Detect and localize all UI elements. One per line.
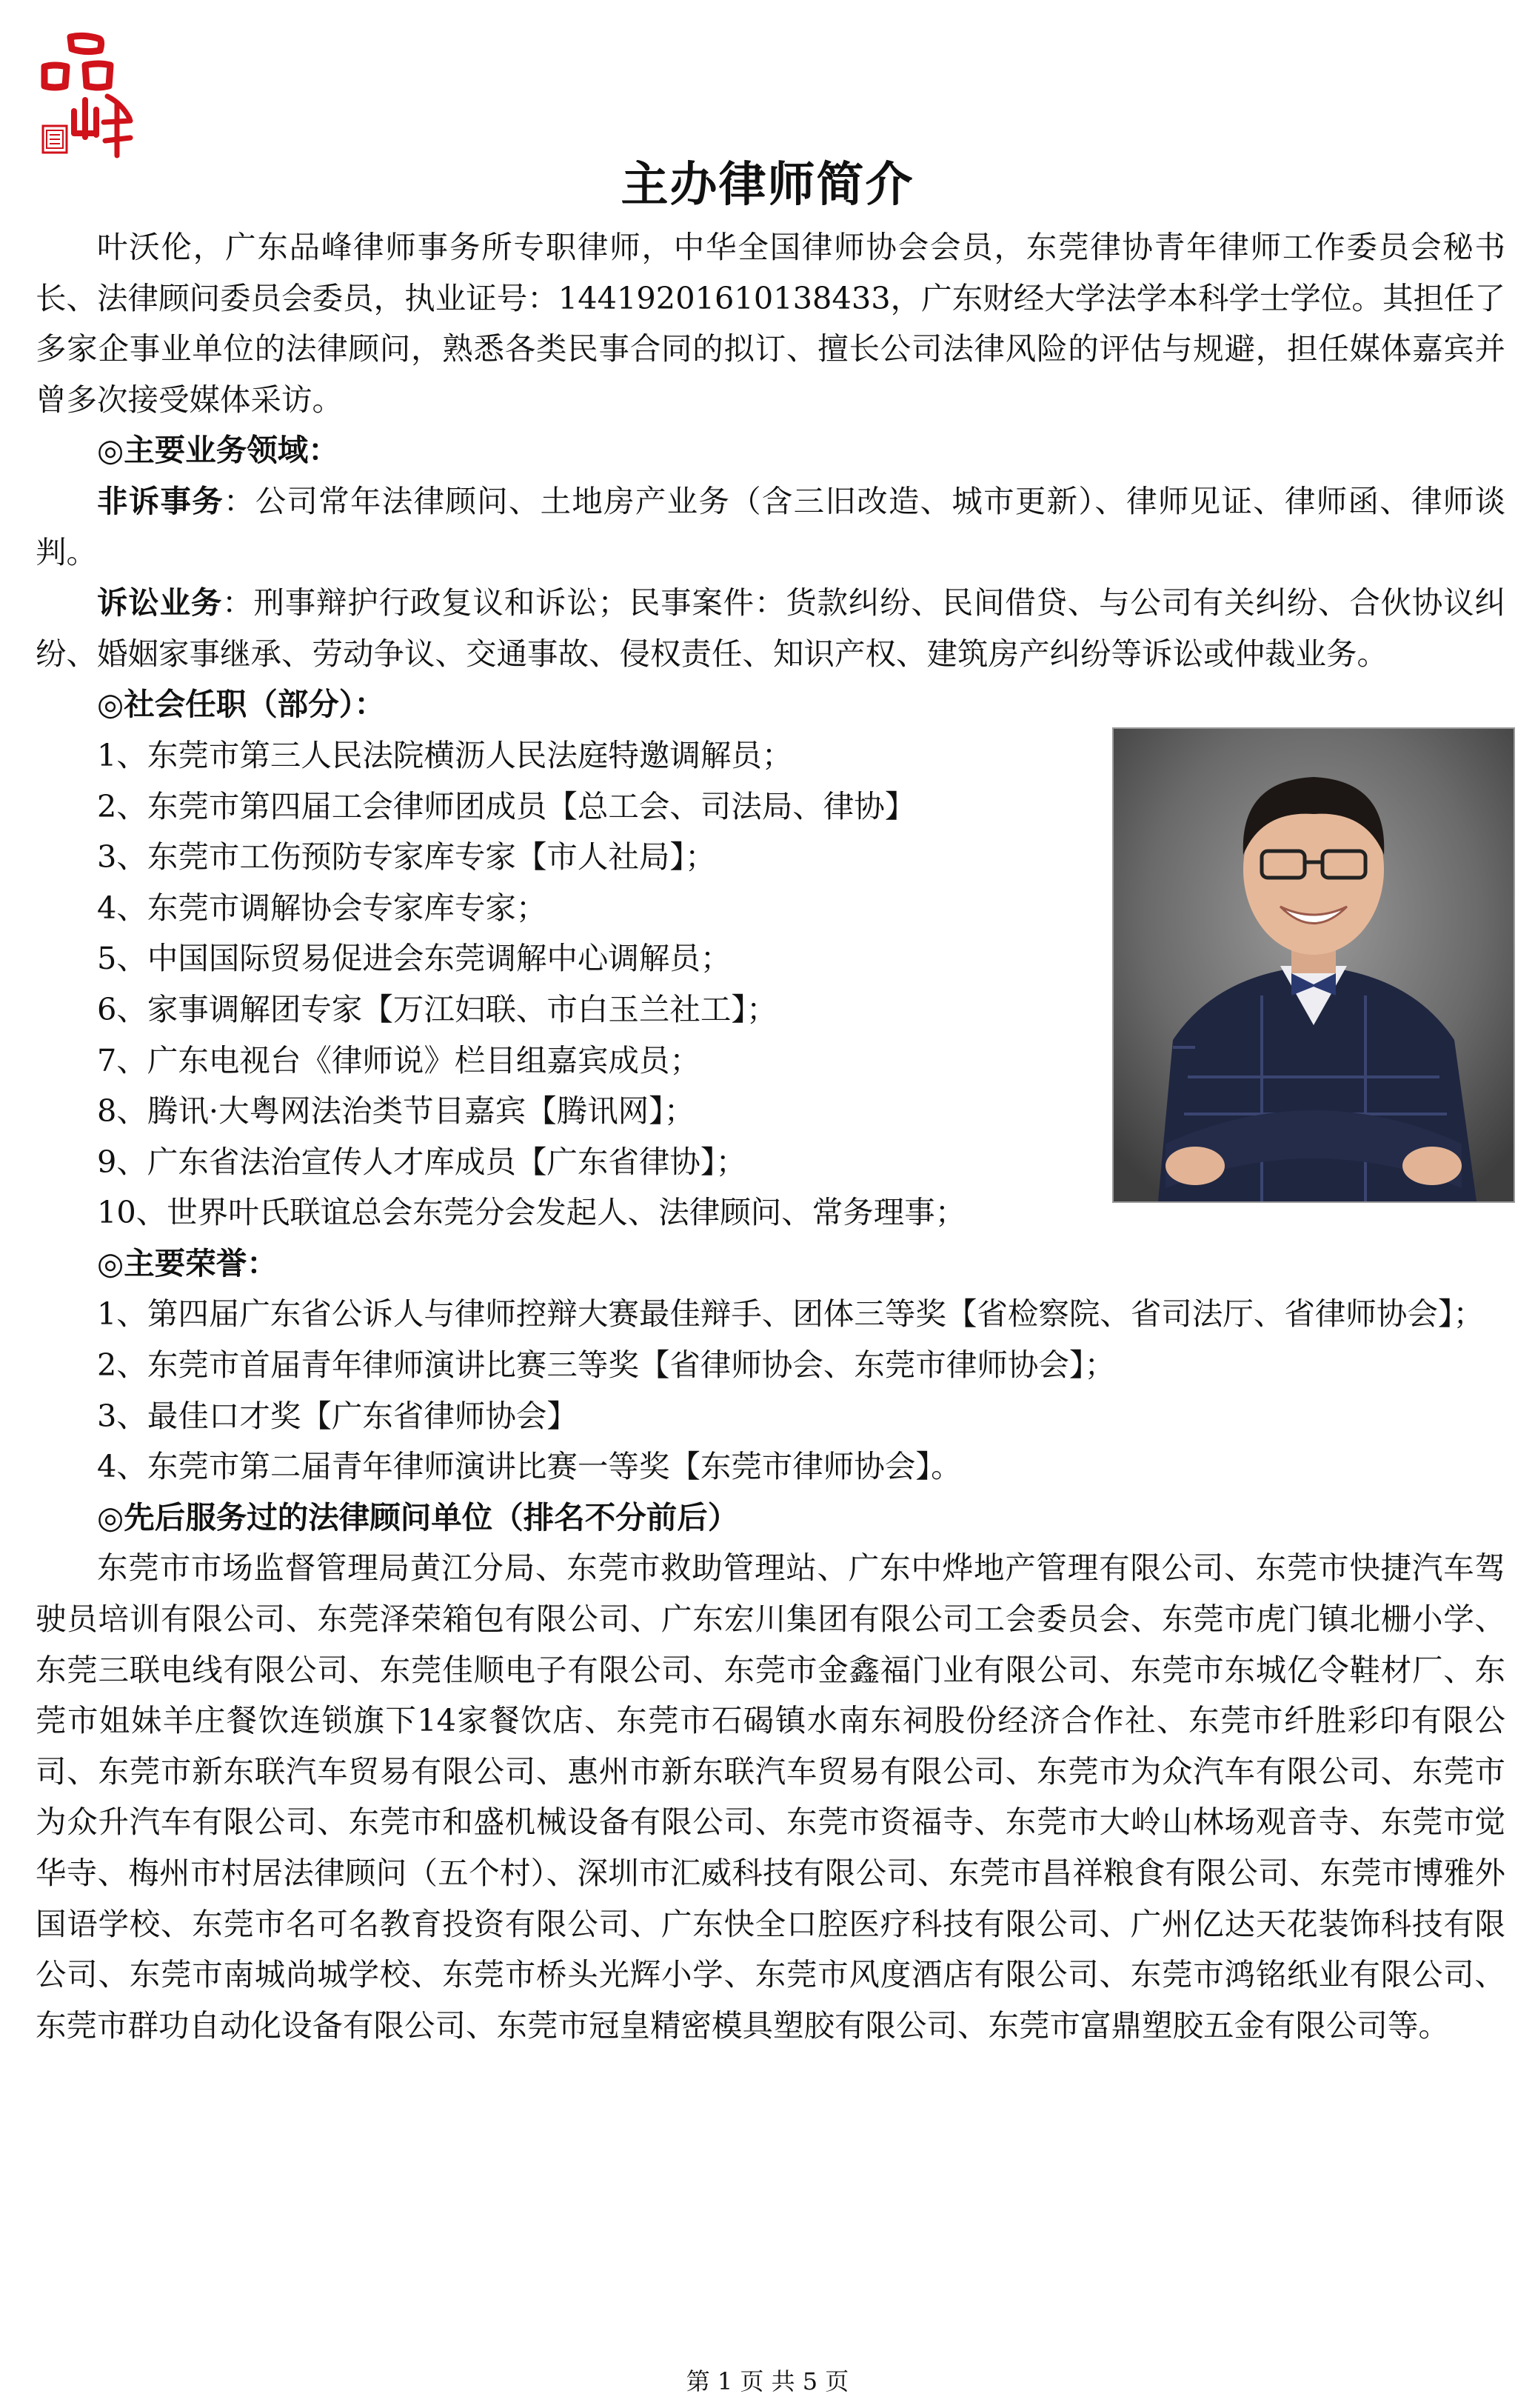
list-item: 3、最佳口才奖【广东省律师协会】 [97, 1397, 578, 1434]
clients-heading: ◎先后服务过的法律顾问单位（排名不分前后） [97, 1498, 739, 1535]
clients-paragraph: 东莞市市场监督管理局黄江分局、东莞市救助管理站、广东中烨地产管理有限公司、东莞市快捷汽车驾驶员培训有限公司、东莞泽荣箱包有限公司、广东宏川集团有限公司工会委员会、东莞市虎门镇北栅小学、东莞三联电线有限公司、东莞佳顺电子有限公司、东莞市金鑫福门业有限公司、东莞市东城亿令鞋材厂、东莞市姐妹羊庄餐饮连锁旗下14家餐饮店、东莞市石碣镇水南东祠股份经济合作社、东莞市纤胜彩印有限公司、东莞市新东联汽车贸易有限公司、惠州市新东联汽车贸易有限公司、东莞市为众汽车有限公司、东莞市为众升汽车有限公司、东莞市和盛机械设备有限公司、东莞市资福寺、东莞市大岭山林场观音寺、东莞市觉华寺、梅州市村居法律顾问（五个村）、深圳市汇威科技有限公司、东莞市昌祥粮食有限公司、东莞市博雅外国语学校、东莞市名可名教育投资有限公司、广东快全口腔医疗科技有限公司、广州亿达天花装饰科技有限公司、东莞市南城尚城学校、东莞市桥头光辉小学、东莞市风度酒店有限公司、东莞市鸿铭纸业有限公司、东莞市群功自动化设备有限公司、东莞市冠皇精密模具塑胶有限公司、东莞市富鼎塑胶五金有限公司等。 [36, 1550, 1505, 2044]
page-number: 第 1 页 共 5 页 [686, 2367, 849, 2395]
list-item: 7、广东电视台《律师说》栏目组嘉宾成员； [97, 1041, 700, 1078]
litigation-text: ：刑事辩护行政复议和诉讼；民事案件：货款纠纷、民间借贷、与公司有关纠纷、合伙协议纠纷、婚姻家事继承、劳动争议、交通事故、侵权责任、知识产权、建筑房产纠纷等诉讼或仲裁业务。 [36, 584, 1505, 672]
list-item: 8、腾讯·大粤网法治类节目嘉宾【腾讯网】； [97, 1093, 695, 1130]
lawyer-portrait [1112, 727, 1515, 1203]
nonlitigation-paragraph [36, 476, 1505, 578]
honors-list [36, 1289, 1505, 1492]
nonlitigation-text: ：公司常年法律顾问、土地房产业务（含三旧改造、城市更新）、律师见证、律师函、律师谈判。 [36, 482, 1505, 570]
list-item: 1、第四届广东省公诉人与律师控辩大赛最佳辩手、团体三等奖【省检察院、省司法厅、省律师协会】； [97, 1295, 1485, 1333]
page-title: 主办律师简介 [621, 158, 914, 213]
intro-paragraph: 叶沃伦，广东品峰律师事务所专职律师，中华全国律师协会会员，东莞律协青年律师工作委员会秘书长、法律顾问委员会委员，执业证号：14419201610138433，广东财经大学法学本科学士学位。其担任了多家企事业单位的法律顾问，熟悉各类民事合同的拟订、擅长公司法律风险的评估与规避，担任媒体嘉宾并曾多次接受媒体采访。 [36, 229, 1505, 418]
list-item: 4、东莞市第二届青年律师演讲比赛一等奖【东莞市律师协会】。 [97, 1448, 962, 1485]
litigation-paragraph [36, 578, 1505, 679]
list-item: 3、东莞市工伤预防专家库专家【市人社局】； [97, 838, 716, 876]
list-item: 5、中国国际贸易促进会东莞调解中心调解员； [97, 940, 732, 977]
list-item: 2、东莞市首届青年律师演讲比赛三等奖【省律师协会、东莞市律师协会】； [97, 1347, 1116, 1384]
litigation-label: 诉讼业务 [97, 584, 223, 621]
list-item: 2、东莞市第四届工会律师团成员【总工会、司法局、律协】 [97, 787, 916, 824]
seal-icon [43, 126, 67, 153]
list-item: 9、广东省法治宣传人才库成员【广东省律协】； [97, 1143, 747, 1180]
honors-heading: ◎主要荣誉： [97, 1244, 278, 1281]
nonlitigation-label: 非诉事务 [97, 482, 224, 519]
list-item: 10、世界叶氏联谊总会东莞分会发起人、法律顾问、常务理事； [97, 1194, 966, 1231]
firm-logo [30, 30, 141, 159]
positions-heading: ◎社会任职（部分）： [97, 686, 385, 723]
list-item: 6、家事调解团专家【万江妇联、市白玉兰社工】； [97, 990, 777, 1027]
list-item: 4、东莞市调解协会专家库专家； [97, 889, 547, 926]
list-item: 1、东莞市第三人民法院横沥人民法庭特邀调解员； [97, 736, 793, 773]
business-heading: ◎主要业务领域： [97, 432, 339, 469]
